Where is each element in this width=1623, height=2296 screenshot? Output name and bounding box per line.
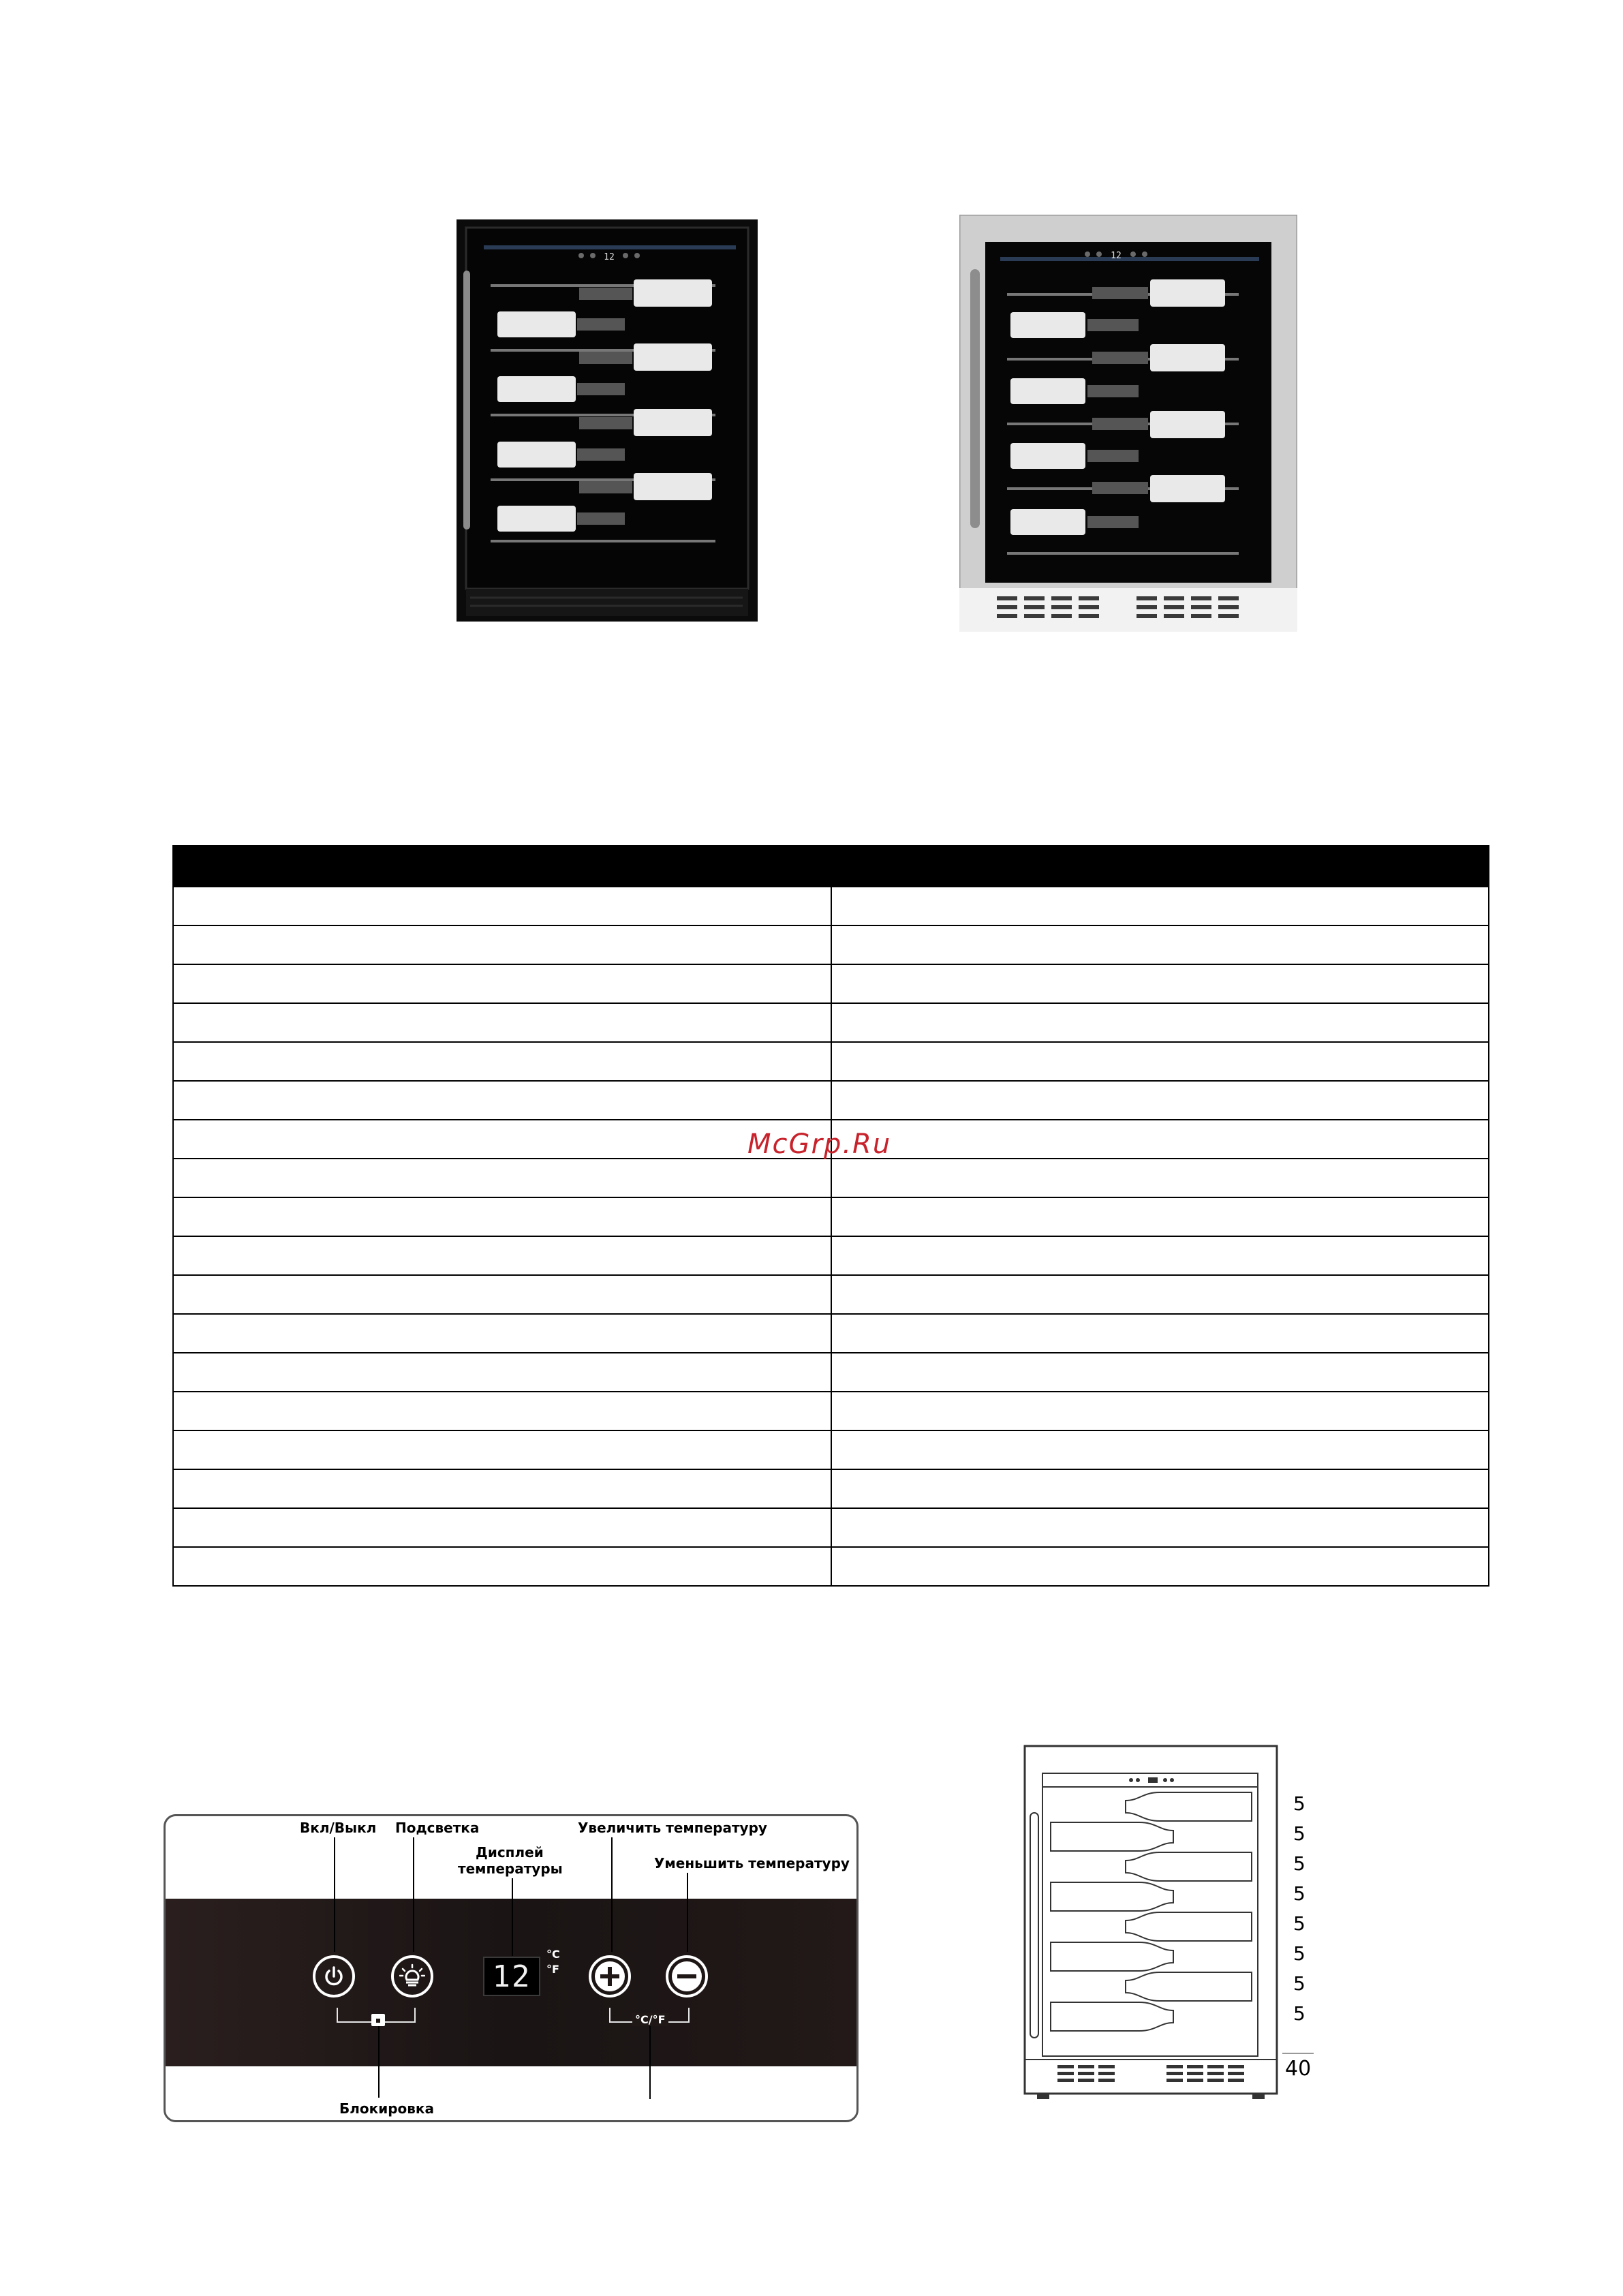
spec-name-cell <box>173 1430 831 1469</box>
spec-name-cell <box>173 1159 831 1197</box>
label-light: Подсветка <box>395 1820 480 1836</box>
leader-display <box>512 1878 513 1956</box>
table-row <box>173 1547 1489 1586</box>
shelf-capacity-diagram <box>1023 1745 1282 2102</box>
shelf-capacity-5: 5 <box>1293 1912 1305 1935</box>
spec-name-cell <box>173 887 831 925</box>
spec-value-cell <box>831 1392 1489 1430</box>
spec-value-cell <box>831 1003 1489 1042</box>
light-button[interactable] <box>391 1955 433 1997</box>
spec-value-cell <box>831 1275 1489 1314</box>
spec-value-cell <box>831 1508 1489 1547</box>
spec-name-cell <box>173 1547 831 1586</box>
leader-unit-toggle <box>649 2021 651 2099</box>
table-row <box>173 1430 1489 1469</box>
spec-value-cell <box>831 1197 1489 1236</box>
spec-value-cell <box>831 964 1489 1003</box>
spec-value-cell <box>831 1469 1489 1508</box>
spec-name-cell <box>173 1508 831 1547</box>
spec-table <box>172 845 1489 1587</box>
shelf-capacity-1: 5 <box>1293 1792 1305 1815</box>
light-bulb-icon <box>399 1963 425 1989</box>
table-header-row <box>173 846 1489 887</box>
product-photo-black <box>457 219 758 622</box>
label-decrease: Уменьшить температуру <box>654 1855 850 1871</box>
temperature-display: 12 <box>483 1957 540 1996</box>
svg-text:12: 12 <box>604 252 615 262</box>
spec-name-cell <box>173 964 831 1003</box>
table-row <box>173 1197 1489 1236</box>
power-icon <box>322 1965 345 1988</box>
table-row <box>173 1353 1489 1392</box>
spec-value-cell <box>831 1042 1489 1081</box>
spec-value-cell <box>831 1547 1489 1586</box>
shelf-capacity-total: 40 <box>1285 2057 1312 2081</box>
table-row <box>173 1003 1489 1042</box>
leader-increase <box>611 1837 613 1952</box>
lock-icon <box>371 2014 385 2026</box>
watermark: McGrp.Ru <box>747 1129 892 1160</box>
table-row <box>173 1508 1489 1547</box>
spec-value-cell <box>831 1120 1489 1159</box>
unit-f-indicator: °F <box>546 1963 559 1976</box>
svg-text:12: 12 <box>1111 251 1122 261</box>
table-row <box>173 925 1489 964</box>
table-row <box>173 1042 1489 1081</box>
plus-icon <box>593 1960 626 1993</box>
spec-name-cell <box>173 1120 831 1159</box>
spec-name-cell <box>173 1314 831 1353</box>
decrease-temperature-button[interactable] <box>666 1955 708 1997</box>
label-power: Вкл/Выкл <box>300 1820 377 1836</box>
shelf-capacity-4: 5 <box>1293 1882 1305 1905</box>
table-row <box>173 1159 1489 1197</box>
spec-name-cell <box>173 1275 831 1314</box>
table-row <box>173 1236 1489 1275</box>
spec-name-cell <box>173 1003 831 1042</box>
spec-name-cell <box>173 1081 831 1120</box>
unit-c-indicator: °C <box>546 1948 560 1961</box>
table-row <box>173 1392 1489 1430</box>
table-row <box>173 1314 1489 1353</box>
total-divider <box>1282 2053 1314 2054</box>
spec-name-cell <box>173 1353 831 1392</box>
spec-value-cell <box>831 1353 1489 1392</box>
spec-name-cell <box>173 1197 831 1236</box>
product-photo-stainless <box>959 215 1297 632</box>
unit-toggle-label: °C/°F <box>632 2013 668 2026</box>
table-row <box>173 1469 1489 1508</box>
spec-name-cell <box>173 1469 831 1508</box>
label-increase: Увеличить температуру <box>578 1820 767 1836</box>
spec-value-cell <box>831 887 1489 925</box>
spec-value-cell <box>831 925 1489 964</box>
table-row <box>173 887 1489 925</box>
leader-power <box>334 1837 335 1952</box>
shelf-capacity-2: 5 <box>1293 1822 1305 1845</box>
shelf-capacity-6: 5 <box>1293 1942 1305 1965</box>
table-header-cell <box>831 846 1489 887</box>
shelf-capacity-8: 5 <box>1293 2002 1305 2025</box>
spec-value-cell <box>831 1236 1489 1275</box>
spec-name-cell <box>173 1236 831 1275</box>
leader-light <box>413 1837 414 1952</box>
table-row <box>173 1081 1489 1120</box>
leader-decrease <box>687 1873 688 1952</box>
label-display-line1: Дисплей <box>476 1844 544 1861</box>
label-lock: Блокировка <box>339 2100 435 2117</box>
shelf-capacity-3: 5 <box>1293 1852 1305 1875</box>
leader-lock <box>378 2020 380 2098</box>
table-row <box>173 1275 1489 1314</box>
spec-value-cell <box>831 1159 1489 1197</box>
spec-value-cell <box>831 1081 1489 1120</box>
label-display-line2: температуры <box>458 1861 563 1877</box>
minus-icon <box>670 1960 703 1993</box>
spec-value-cell <box>831 1314 1489 1353</box>
spec-value-cell <box>831 1430 1489 1469</box>
power-button[interactable] <box>313 1955 355 1997</box>
shelf-capacity-7: 5 <box>1293 1972 1305 1995</box>
spec-name-cell <box>173 925 831 964</box>
table-header-cell <box>173 846 831 887</box>
increase-temperature-button[interactable] <box>589 1955 631 1997</box>
spec-name-cell <box>173 1392 831 1430</box>
table-row <box>173 964 1489 1003</box>
spec-name-cell <box>173 1042 831 1081</box>
